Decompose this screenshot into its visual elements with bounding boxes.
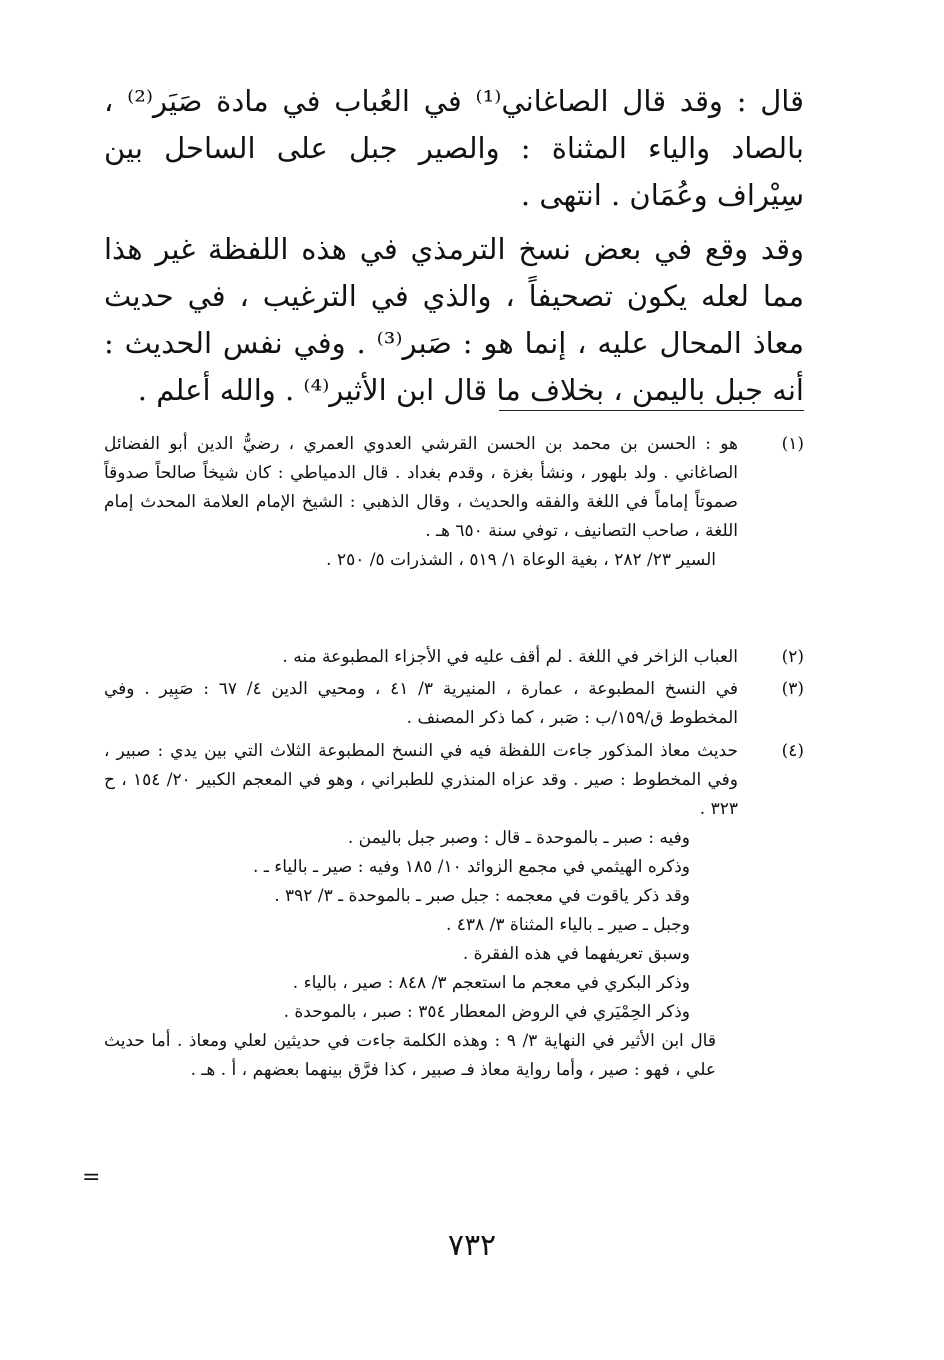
body-paragraph-1: قال : وقد قال الصاغاني⁽¹⁾ في العُباب في مادة صَيَر⁽²⁾ ، بالصاد والياء المثناة : والصير جبل على الساحل بين سِيْراف وعُمَان . انتهى . [104, 84, 804, 212]
footnote-2 [104, 643, 804, 672]
footnote-number: (٢) [781, 647, 804, 667]
footnote-number: (٤) [781, 741, 804, 761]
footnote-text: وقد ذكر ياقوت في معجمه : جبل صبر ـ بالموحدة ـ ٣/ ٣٩٢ . [274, 886, 690, 906]
footnote-3 [104, 675, 804, 733]
footnote-text: وذكر الحِمْيَري في الروض المعطار ٣٥٤ : صبر ، بالموحدة . [283, 1002, 690, 1022]
page-number: ٧٣٢ [447, 1228, 497, 1263]
footnote-1 [104, 430, 804, 575]
footnote-text: هو : الحسن بن محمد بن الحسن القرشي العدوي العمري ، رضيُّ الدين أبو الفضائل الصاغاني . ولد بلهور ، ونشأ بغزة ، وقدم بغداد . قال الدمياطي : كان شيخاً صالحاً صدوقاً صموتاً إماماً في اللغة والفقه والحديث ، وقال الذهبي : الشيخ الإمام العلامة المحدث إمام اللغة ، صاحب التصانيف ، توفي سنة ٦٥٠ هـ . [104, 434, 738, 541]
footnote-text: وجبل ـ صير ـ بالياء المثناة ٣/ ٤٣٨ . [445, 915, 690, 935]
footnote-text: السير ٢٣/ ٢٨٢ ، بغية الوعاة ١/ ٥١٩ ، الشذرات ٥/ ٢٥٠ . [326, 550, 716, 570]
footnote-text: حديث معاذ المذكور جاءت اللفظة فيه في النسخ المطبوعة الثلاث التي بين يدي : صبير ، وفي المخطوط : صير . وقد عزاه المنذري للطبراني ، وهو في المعجم الكبير ٢٠/ ١٥٤ ، ح ٣٢٣ . [104, 741, 738, 819]
footnote-number: (٣) [781, 679, 804, 699]
footnote-text: وذكره الهيثمي في مجمع الزوائد ١٠/ ١٨٥ وفيه : صير ـ بالياء ـ . [253, 857, 690, 877]
footnote-text: وفيه : صبر ـ بالموحدة ـ قال : وصبر جبل باليمن . [347, 828, 690, 848]
footnote-text: قال ابن الأثير في النهاية ٣/ ٩ : وهذه الكلمة جاءت في حديثين لعلي ومعاذ . أما حديث علي ، فهو : صير ، وأما رواية معاذ فـ صبير ، كذا فرَّق بينهما بعضهم ، أ . هـ . [104, 1031, 716, 1080]
footnote-text: العباب الزاخر في اللغة . لم أقف عليه في الأجزاء المطبوعة منه . [282, 647, 738, 667]
footnote-separator [499, 410, 804, 411]
continuation-mark: = [82, 1165, 101, 1190]
body-paragraph-2: وقد وقع في بعض نسخ الترمذي في هذه اللفظة غير هذا مما لعله يكون تصحيفاً ، والذي في الترغيب ، في حديث معاذ المحال عليه ، إنما هو : صَبر⁽³⁾ . وفي نفس الحديث : أنه جبل باليمن ، بخلاف ما قال ابن الأثير⁽⁴⁾ . والله أعلم . [104, 232, 804, 407]
footnote-number: (١) [781, 434, 804, 454]
footnote-4 [104, 737, 804, 1085]
footnote-text: في النسخ المطبوعة ، عمارة ، المنيرية ٣/ ٤١ ، ومحيي الدين ٤/ ٦٧ : صَبِير . وفي المخطوط ق/١٥٩/ب : صَبر ، كما ذكر المصنف . [104, 679, 738, 728]
footnote-text: وذكر البكري في معجم ما استعجم ٣/ ٨٤٨ : صير ، بالياء . [292, 973, 690, 993]
footnote-text: وسبق تعريفهما في هذه الفقرة . [462, 944, 690, 964]
